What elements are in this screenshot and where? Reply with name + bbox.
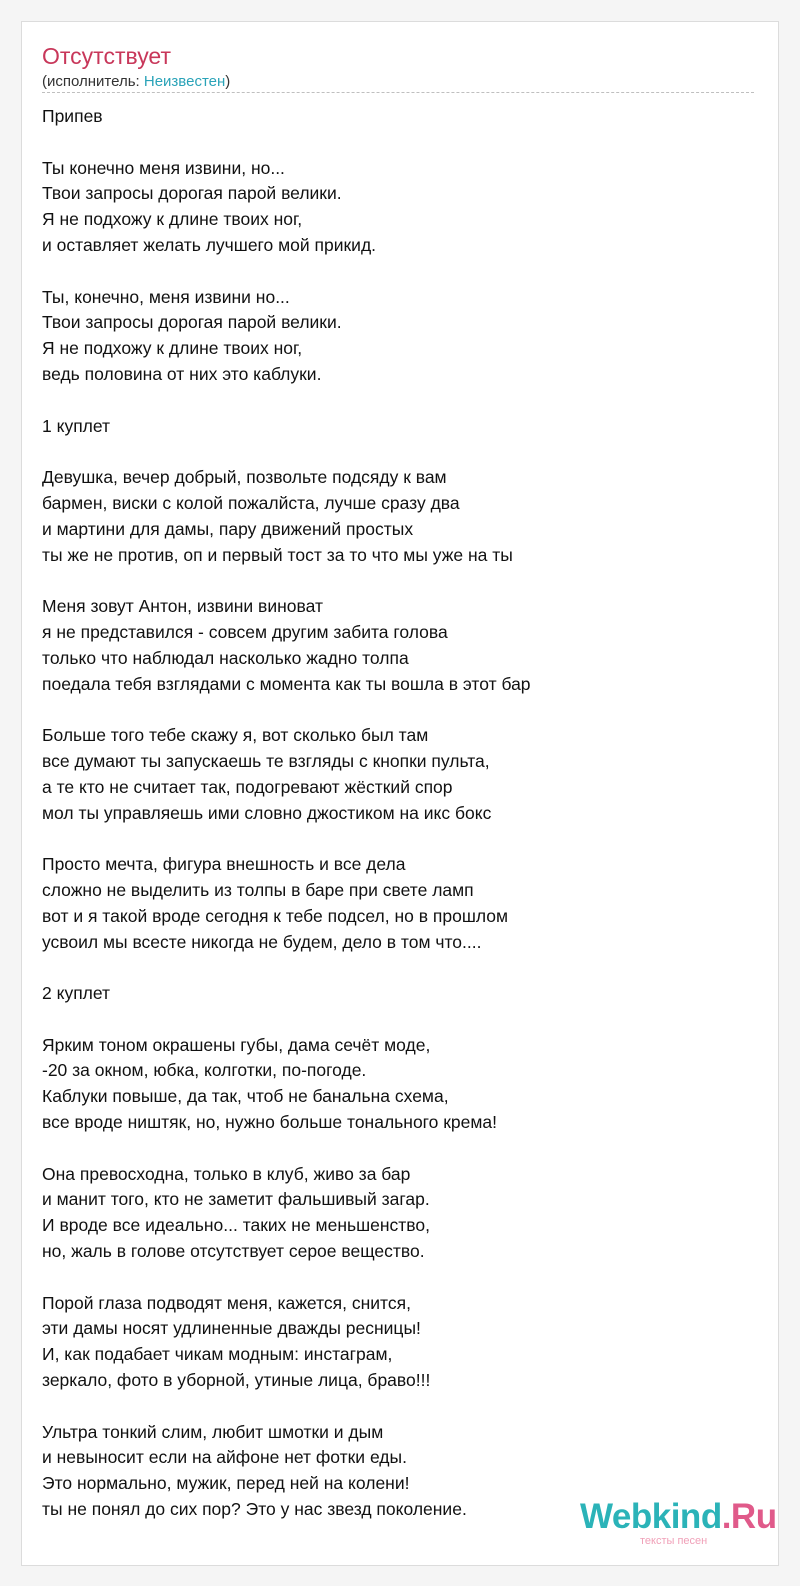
lyric-line: Это нормально, мужик, перед ней на колени! [42,1473,410,1494]
blank-line [42,697,742,723]
lyric-line: ведь половина от них это каблуки. [42,363,322,384]
lyric-line: сложно не выделить из толпы в баре при свете ламп [42,879,474,900]
lyric-line: и оставляет желать лучшего мой прикид. [42,234,377,255]
lyric-line: Порой глаза подводят меня, кажется, снится, [42,1292,411,1313]
blank-line [42,259,742,285]
lyric-line: Твои запросы дорогая парой велики. [42,183,342,204]
lyric-line: Каблуки повыше, да так, чтоб не банальна схема, [42,1086,449,1107]
lyric-line: но, жаль в голове отсутствует серое вещество. [42,1241,425,1262]
lyric-line: только что наблюдал насколько жадно толпа [42,647,409,668]
lyric-line: Просто мечта, фигура внешность и все дела [42,854,406,875]
lyric-line: ты же не против, оп и первый тост за то что мы уже на ты [42,544,513,565]
lyric-line: зеркало, фото в уборной, утиные лица, браво!!! [42,1370,431,1391]
lyric-line: -20 за окном, юбка, колготки, по-погоде. [42,1060,367,1081]
lyric-line: эти дамы носят удлиненные дважды ресницы! [42,1318,421,1339]
brand-name: Webkind [580,1497,722,1536]
lyric-line: Ярким тоном окрашены губы, дама сечёт моде, [42,1034,431,1055]
lyrics-text [42,104,742,1523]
blank-line [42,955,742,981]
lyric-line: Припев [42,106,103,126]
blank-line [42,1394,742,1420]
lyric-line: 1 куплет [42,415,111,436]
lyric-line: Девушка, вечер добрый, позвольте подсяду к вам [42,467,447,488]
lyric-line: Ты, конечно, меня извини но... [42,286,290,307]
lyric-line: ты не понял до сих пор? Это у нас звезд поколение. [42,1499,467,1520]
blank-line [42,130,742,156]
lyric-line: Твои запросы дорогая парой велики. [42,312,342,333]
blank-line [42,826,742,852]
lyric-line: вот и я такой вроде сегодня к тебе подсел, но в прошлом [42,905,509,926]
lyric-line: мол ты управляешь ими словно джостиком на икс бокс [42,802,492,823]
blank-line [42,1007,742,1033]
lyric-line: Ты конечно меня извини, но... [42,157,285,178]
lyric-line: Меня зовут Антон, извини виноват [42,596,323,617]
lyric-line: Я не подхожу к длине твоих ног, [42,209,303,230]
lyrics-card [21,21,779,1566]
song-title: Отсутствует [42,43,171,69]
webkind-logo[interactable] [580,1497,780,1563]
webkind-wordmark [580,1497,777,1537]
lyric-line: И вроде все идеально... таких не меньшенство, [42,1215,430,1236]
artist-suffix: ) [225,73,231,90]
artist-line [42,73,230,91]
brand-tagline: тексты песен [640,1535,708,1547]
blank-line [42,1136,742,1162]
lyric-line: Больше того тебе скажу я, вот сколько был там [42,725,429,746]
lyric-line: бармен, виски с колой пожалйста, лучше сразу два [42,492,460,513]
lyric-line: Она превосходна, только в клуб, живо за бар [42,1163,411,1184]
lyric-line: все вроде ништяк, но, нужно больше тонального крема! [42,1112,498,1133]
lyric-line: И, как подабает чикам модным: инстаграм, [42,1344,393,1365]
brand-tld: .Ru [721,1497,777,1536]
header-divider [42,92,754,93]
blank-line [42,1265,742,1291]
lyric-line: усвоил мы всесте никогда не будем, дело в том что.... [42,931,482,952]
lyric-line: и манит того, кто не заметит фальшивый загар. [42,1189,430,1210]
lyric-line: поедала тебя взглядами с момента как ты вошла в этот бар [42,673,531,694]
lyric-line: 2 куплет [42,983,111,1004]
blank-line [42,568,742,594]
artist-link[interactable]: Неизвестен [143,73,226,90]
lyric-line: я не представился - совсем другим забита голова [42,621,448,642]
lyric-line: и мартини для дамы, пару движений простых [42,518,414,539]
blank-line [42,388,742,414]
lyric-line: и невыносит если на айфоне нет фотки еды. [42,1447,407,1468]
lyric-line: Я не подхожу к длине твоих ног, [42,338,303,359]
lyric-line: а те кто не считает так, подогревают жёсткий спор [42,776,453,797]
artist-prefix: (исполнитель: [42,73,144,90]
lyric-line: все думают ты запускаешь те взгляды с кнопки пульта, [42,750,490,771]
lyric-line: Ультра тонкий слим, любит шмотки и дым [42,1421,384,1442]
blank-line [42,439,742,465]
